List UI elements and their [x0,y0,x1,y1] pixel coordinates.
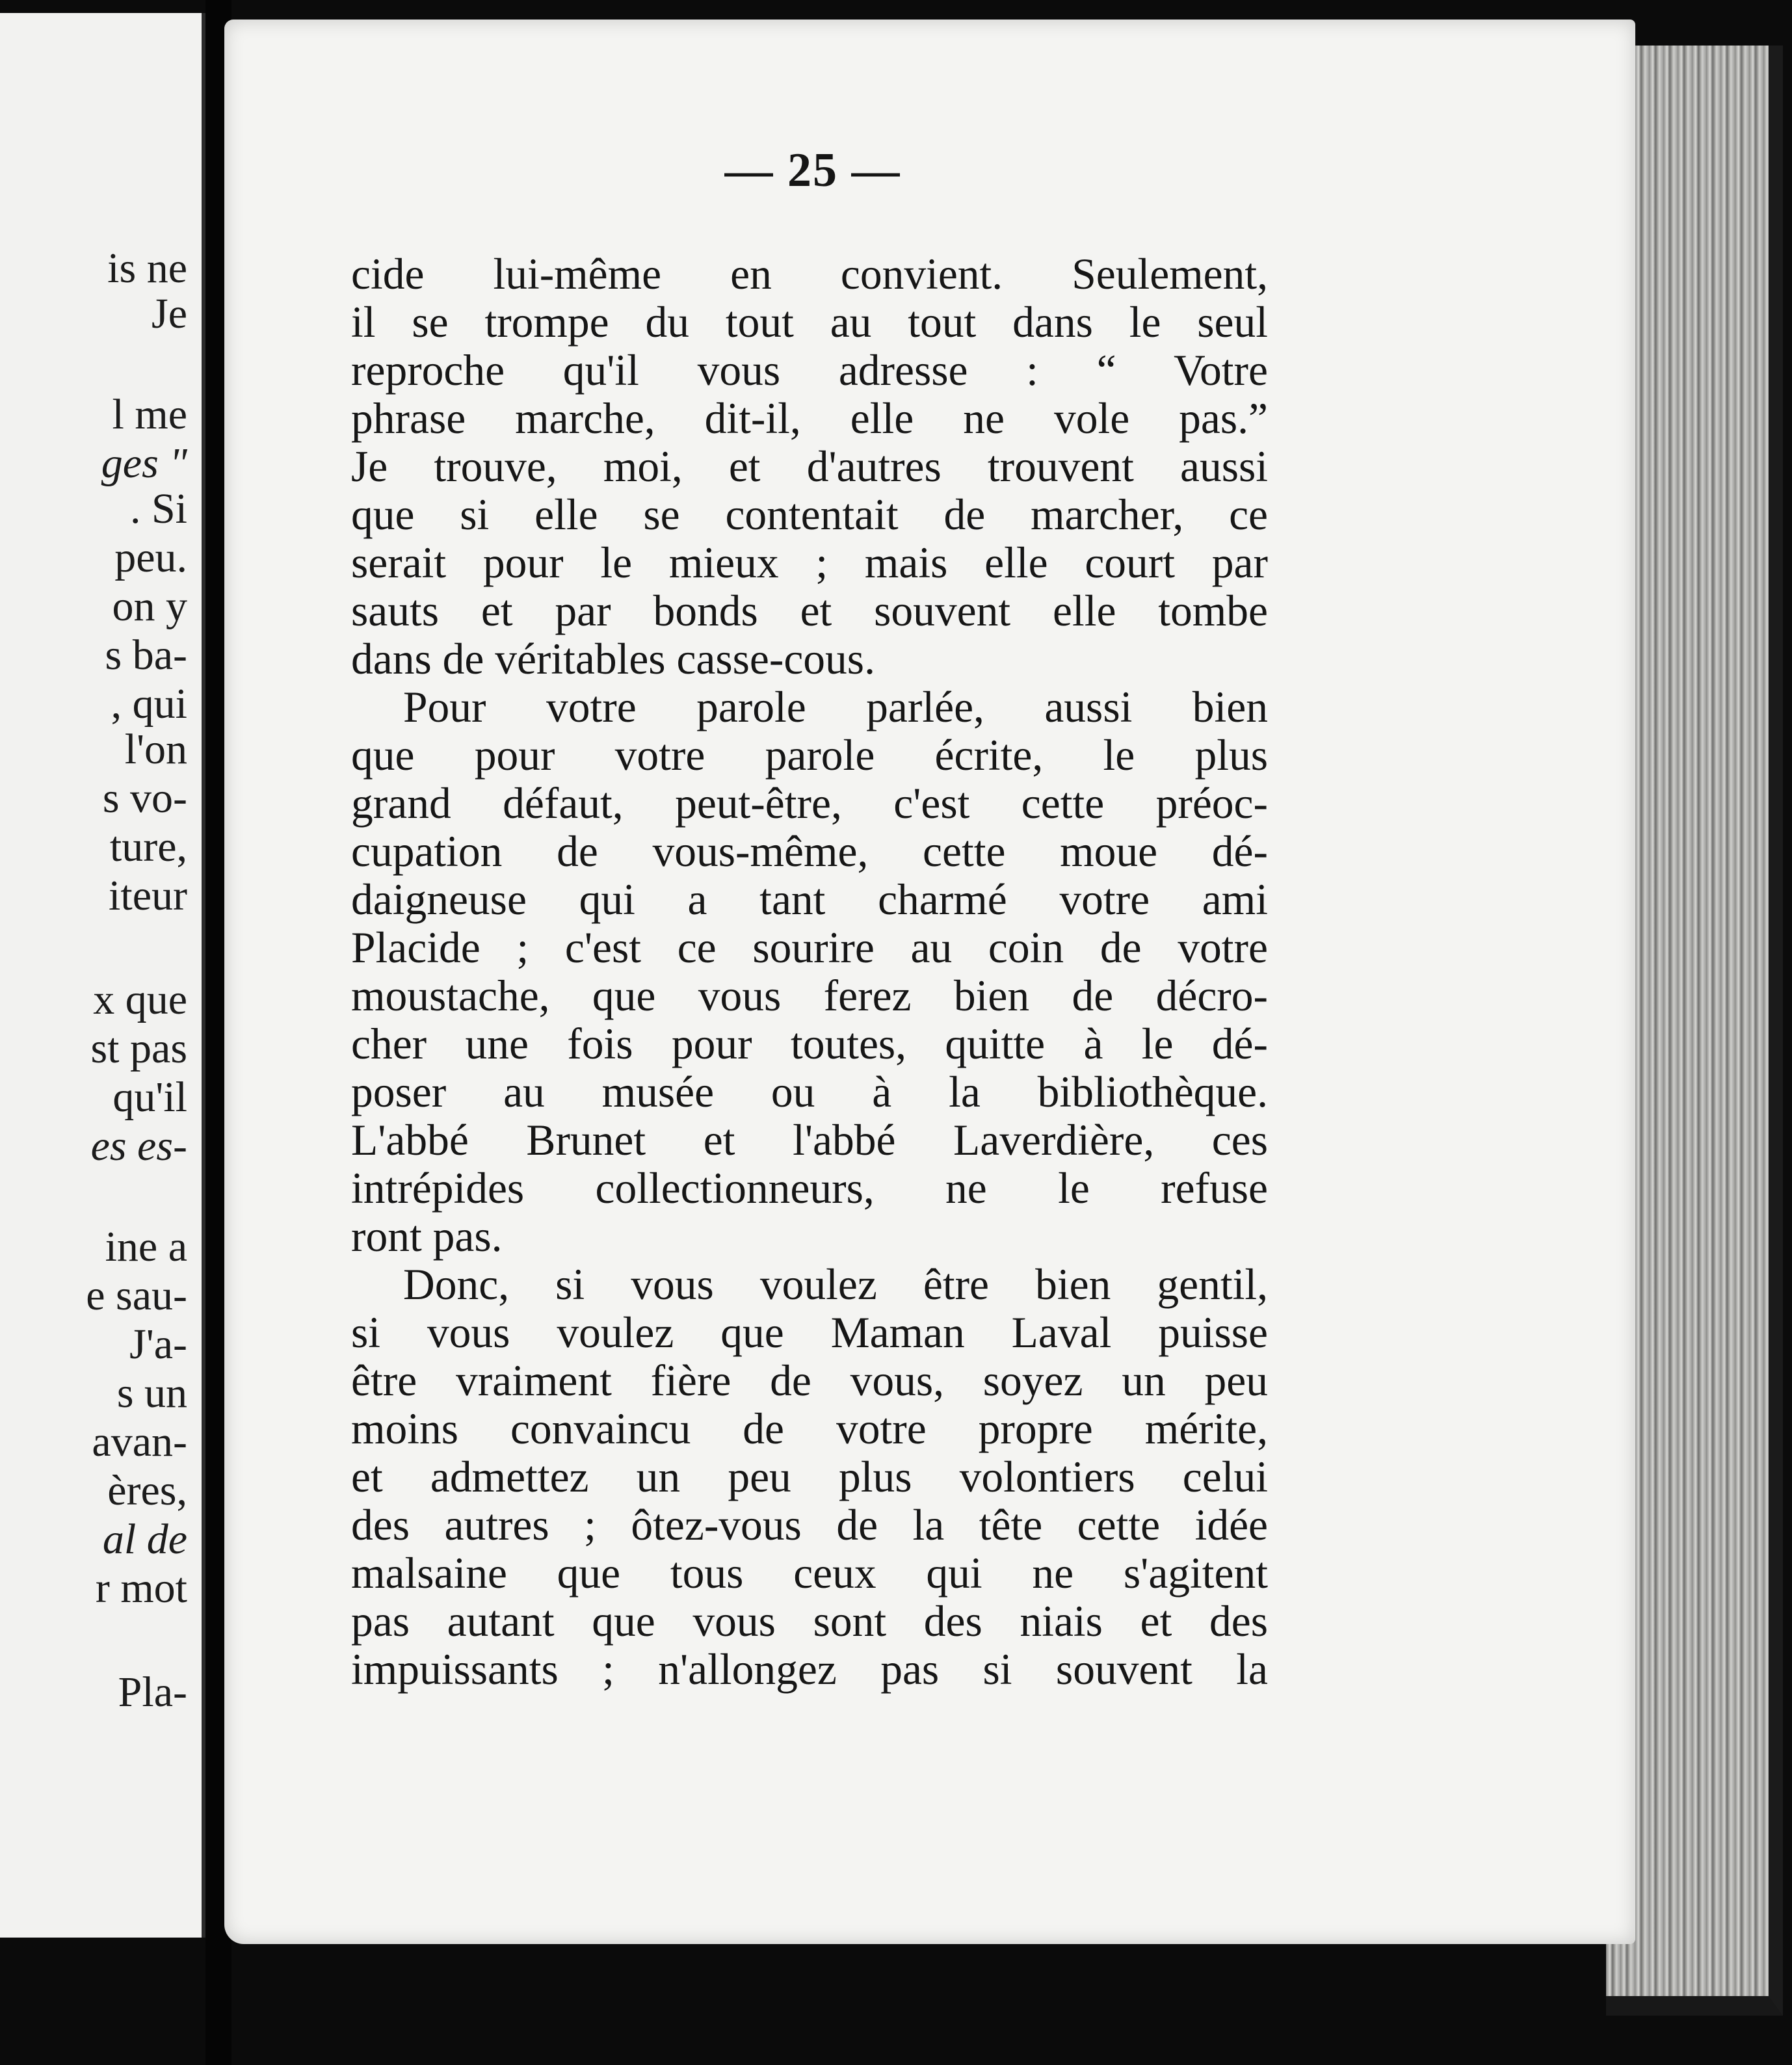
text-line: cide lui-même en convient. Seulement, [351,250,1268,298]
left-page-line: s un [116,1369,187,1417]
text-line: intrépides collectionneurs, ne le refuse [351,1164,1268,1213]
text-line: malsaine que tous ceux qui ne s'agitent [351,1549,1268,1598]
text-line: et admettez un peu plus volontiers celui [351,1453,1268,1501]
text-line: L'abbé Brunet et l'abbé Laverdière, ces [351,1116,1268,1164]
text-line: moins convaincu de votre propre mérite, [351,1404,1268,1453]
text-line: poser au musée ou à la bibliothèque. [351,1068,1268,1116]
text-line: moustache, que vous ferez bien de décro- [351,971,1268,1020]
text-line: grand défaut, peut-être, c'est cette préoc- [351,779,1268,828]
left-page-line: al de [102,1516,187,1563]
left-page-line: r mot [95,1564,187,1612]
left-page-line: l me [112,391,187,438]
text-line: pas autant que vous sont des niais et des [351,1597,1268,1646]
text-line: il se trompe du tout au tout dans le seul [351,298,1268,347]
left-page-line: st pas [90,1025,187,1072]
left-page-line: Pla- [118,1668,187,1716]
left-page-line: x que [93,976,187,1023]
left-page-line: , qui [111,680,187,728]
text-line: cupation de vous-même, cette moue dé- [351,827,1268,876]
left-page-line: on y [112,583,187,630]
left-page-line: iteur [109,872,187,919]
text-line: Donc, si vous voulez être bien gentil, [403,1260,1268,1309]
left-page-line: Je [152,290,187,337]
left-page-line: ères, [107,1467,187,1514]
text-line: Je trouve, moi, et d'autres trouvent aussi [351,442,1268,491]
left-page-line: e sau- [86,1272,187,1319]
text-line: Placide ; c'est ce sourire au coin de votre [351,923,1268,972]
text-line: si vous voulez que Maman Laval puisse [351,1308,1268,1357]
page-number: — 25 — [724,144,901,197]
left-page-line: s vo- [102,774,187,822]
text-line: reproche qu'il vous adresse : “ Votre [351,346,1268,395]
left-page-line: is ne [107,244,187,292]
left-page [0,13,205,1938]
left-page-line: . Si [129,485,187,533]
left-page-line: ture, [109,823,187,871]
text-line: que si elle se contentait de marcher, ce [351,490,1268,539]
left-page-line: ine a [105,1223,187,1270]
left-page-line: l'on [124,726,187,773]
text-line: cher une fois pour toutes, quitte à le dé- [351,1019,1268,1068]
text-line: que pour votre parole écrite, le plus [351,731,1268,780]
left-page-line: es es- [90,1122,187,1170]
text-line: sauts et par bonds et souvent elle tombe [351,586,1268,635]
text-line: des autres ; ôtez-vous de la tête cette idée [351,1501,1268,1549]
left-page-line: s ba- [105,631,187,679]
left-page-line: peu. [114,534,187,581]
text-line: daigneuse qui a tant charmé votre ami [351,875,1268,924]
text-line: Pour votre parole parlée, aussi bien [403,683,1268,731]
text-line: serait pour le mieux ; mais elle court par [351,538,1268,587]
body-text [351,250,1268,1694]
text-line: impuissants ; n'allongez pas si souvent la [351,1645,1268,1694]
left-page-line: avan- [92,1418,187,1466]
text-line: être vraiment fière de vous, soyez un peu [351,1356,1268,1405]
left-page-line: ges " [101,440,187,487]
left-page-line: J'a- [129,1321,187,1368]
text-line: phrase marche, dit-il, elle ne vole pas.” [351,394,1268,443]
text-line: dans de véritables casse-cous. [351,635,875,683]
left-page-line: qu'il [112,1073,187,1121]
text-line: ront pas. [351,1212,503,1261]
